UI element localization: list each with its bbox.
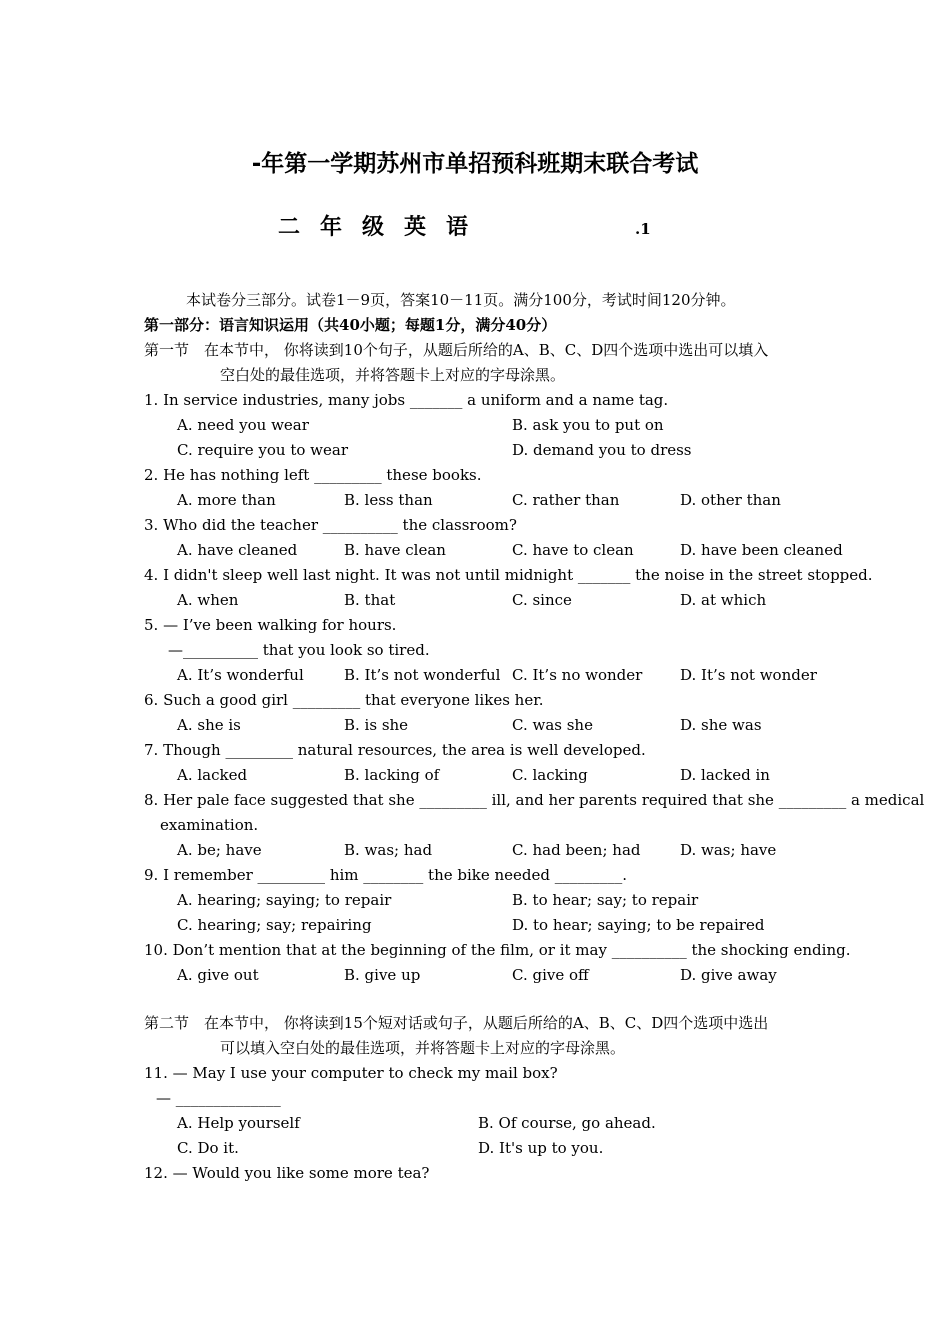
q6-option-c: C. was she xyxy=(512,716,593,734)
part1-heading: 第一部分：语言知识运用（共40小题；每题1分，满分40分） xyxy=(144,316,557,334)
exam-title: -年第一学期苏州市单招预科班期末联合考试 xyxy=(251,151,699,177)
q2-option-c: C. rather than xyxy=(512,491,620,509)
question-11-stem: 11. — May I use your computer to check my mail box? xyxy=(144,1064,558,1082)
q9-option-c: C. hearing; say; repairing xyxy=(177,916,372,934)
q3-option-a: A. have cleaned xyxy=(177,541,298,559)
q7-option-c: C. lacking xyxy=(512,766,588,784)
section1-instruction: 第一节 在本节中， 你将读到10个句子，从题后所给的A、B、C、D四个选项中选出可以填入 xyxy=(144,341,769,359)
exam-subtitle: 二年级英语 xyxy=(278,215,489,240)
q1-option-a: A. need you wear xyxy=(177,416,309,434)
q9-option-a: A. hearing; saying; to repair xyxy=(177,891,392,909)
q9-option-d: D. to hear; saying; to be repaired xyxy=(512,916,765,934)
q10-option-d: D. give away xyxy=(680,966,777,984)
question-3-stem: 3. Who did the teacher __________ the classroom? xyxy=(144,516,517,534)
q3-option-c: C. have to clean xyxy=(512,541,634,559)
question-9-stem: 9. I remember _________ him ________ the bike needed _________. xyxy=(144,866,628,884)
q5-option-c: C. It’s no wonder xyxy=(512,666,643,684)
question-4-stem: 4. I didn't sleep well last night. It was not until midnight _______ the noise in the street stopped. xyxy=(144,566,873,584)
q9-option-b: B. to hear; say; to repair xyxy=(512,891,699,909)
question-10-stem: 10. Don’t mention that at the beginning of the film, or it may __________ the shocking ending. xyxy=(144,941,851,959)
q8-option-c: C. had been; had xyxy=(512,841,641,859)
question-2-stem: 2. He has nothing left _________ these books. xyxy=(144,466,482,484)
question-8-stem: 8. Her pale face suggested that she _________ ill, and her parents required that she _________ a medical xyxy=(144,791,925,809)
q11-option-c: C. Do it. xyxy=(177,1139,239,1157)
q6-option-b: B. is she xyxy=(344,716,409,734)
q4-option-d: D. at which xyxy=(680,591,767,609)
q4-option-b: B. that xyxy=(344,591,396,609)
question-1-stem: 1. In service industries, many jobs _______ a uniform and a name tag. xyxy=(144,391,669,409)
q11-option-a: A. Help yourself xyxy=(177,1114,300,1132)
q6-option-d: D. she was xyxy=(680,716,762,734)
q11-option-d: D. It's up to you. xyxy=(478,1139,604,1157)
q7-option-a: A. lacked xyxy=(177,766,248,784)
q8-option-a: A. be; have xyxy=(177,841,262,859)
q10-option-c: C. give off xyxy=(512,966,589,984)
exam-date: .1 xyxy=(635,220,651,238)
q4-option-a: A. when xyxy=(177,591,239,609)
q1-option-c: C. require you to wear xyxy=(177,441,348,459)
question-5-response: —__________ that you look so tired. xyxy=(168,641,430,659)
section2-instruction: 第二节 在本节中， 你将读到15个短对话或句子，从题后所给的A、B、C、D四个选项中选出 xyxy=(144,1014,769,1032)
section1-instruction-cont: 空白处的最佳选项，并将答题卡上对应的字母涂黑。 xyxy=(220,366,566,384)
q10-option-a: A. give out xyxy=(177,966,259,984)
q5-option-a: A. It’s wonderful xyxy=(177,666,304,684)
question-11-response: — ______________ xyxy=(156,1089,281,1107)
q5-option-d: D. It’s not wonder xyxy=(680,666,817,684)
q7-option-b: B. lacking of xyxy=(344,766,440,784)
section2-instruction-cont: 可以填入空白处的最佳选项，并将答题卡上对应的字母涂黑。 xyxy=(220,1039,626,1057)
intro-text: 本试卷分三部分。试卷1－9页，答案10－11页。满分100分，考试时间120分钟。 xyxy=(186,291,736,309)
q7-option-d: D. lacked in xyxy=(680,766,770,784)
q10-option-b: B. give up xyxy=(344,966,421,984)
q8-option-b: B. was; had xyxy=(344,841,433,859)
q6-option-a: A. she is xyxy=(177,716,241,734)
q5-option-b: B. It’s not wonderful xyxy=(344,666,501,684)
q4-option-c: C. since xyxy=(512,591,572,609)
question-12-stem: 12. — Would you like some more tea? xyxy=(144,1164,430,1182)
question-6-stem: 6. Such a good girl _________ that everyone likes her. xyxy=(144,691,544,709)
q2-option-a: A. more than xyxy=(177,491,276,509)
question-8-stem-cont: examination. xyxy=(160,816,259,834)
q1-option-d: D. demand you to dress xyxy=(512,441,692,459)
q11-option-b: B. Of course, go ahead. xyxy=(478,1114,656,1132)
q3-option-d: D. have been cleaned xyxy=(680,541,843,559)
question-5-stem: 5. — I’ve been walking for hours. xyxy=(144,616,397,634)
q3-option-b: B. have clean xyxy=(344,541,446,559)
q8-option-d: D. was; have xyxy=(680,841,777,859)
q1-option-b: B. ask you to put on xyxy=(512,416,664,434)
q2-option-b: B. less than xyxy=(344,491,433,509)
question-7-stem: 7. Though _________ natural resources, the area is well developed. xyxy=(144,741,646,759)
q2-option-d: D. other than xyxy=(680,491,781,509)
